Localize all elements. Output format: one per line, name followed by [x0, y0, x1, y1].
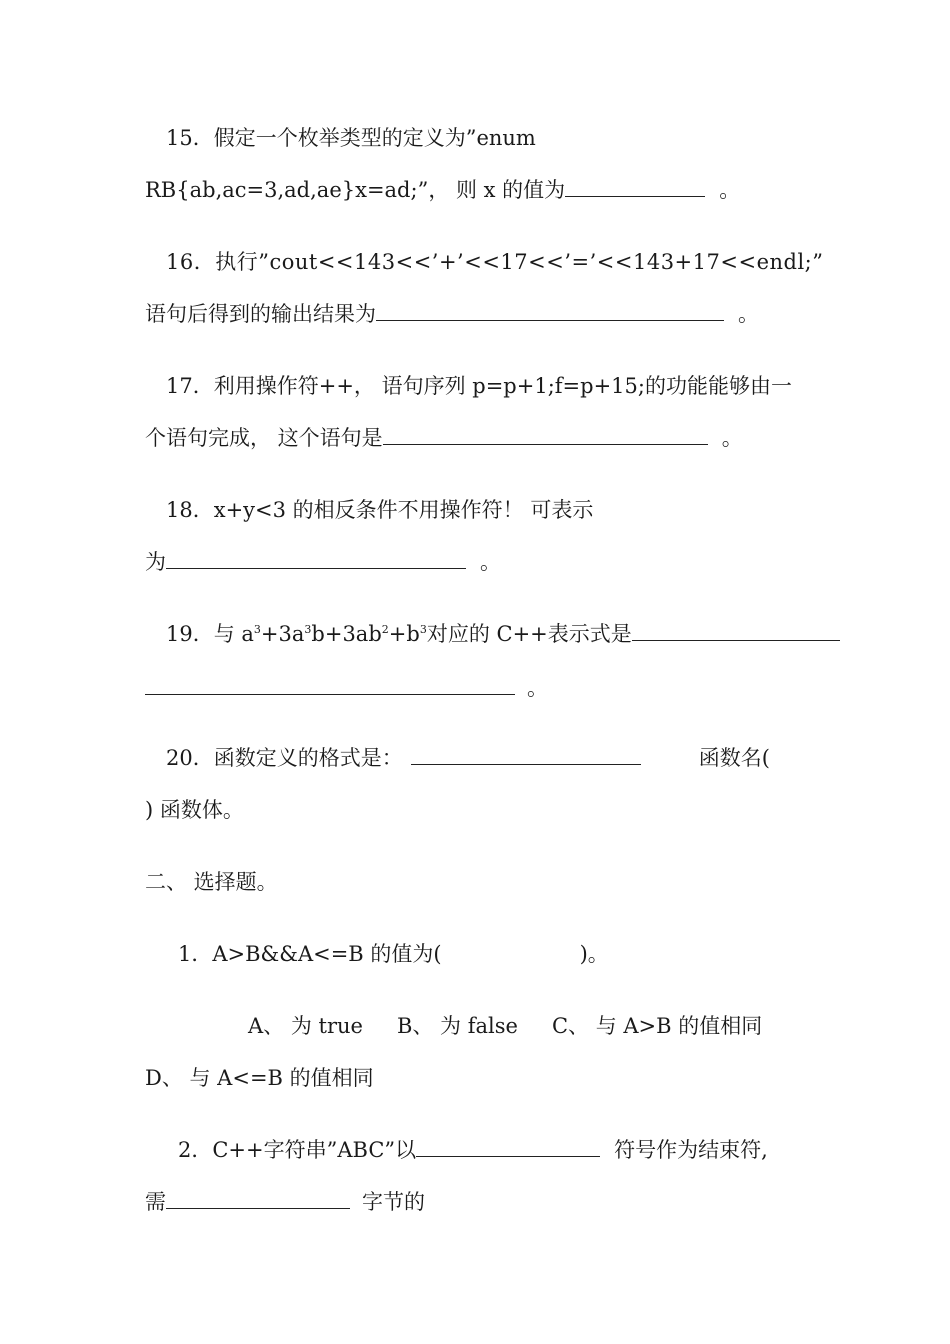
q19-p4: +b [388, 622, 420, 646]
q18-line2 [145, 547, 501, 577]
q19-answer-blank-2[interactable] [145, 676, 515, 695]
q17-line1 [166, 371, 792, 401]
q20-line1 [166, 743, 770, 773]
c2-line1 [178, 1135, 768, 1165]
section-heading [145, 867, 278, 897]
q20-text1b: 函数名( [698, 746, 770, 770]
q19-sup4: 3 [419, 623, 427, 636]
q15-text1: 15．假定一个枚举类型的定义为”enum [166, 126, 536, 150]
q15-text2: RB{ab,ac=3,ad,ae}x=ad;”， 则 x 的值为 [145, 178, 566, 202]
q18-text1: 18．x+y<3 的相反条件不用操作符！ 可表示 [166, 498, 594, 522]
q18-text2: 为 [145, 550, 166, 574]
q20-answer-blank[interactable] [411, 746, 641, 765]
q19-line2 [145, 673, 548, 703]
q19-line1 [166, 619, 840, 649]
q19-p3: b+3ab [311, 622, 382, 646]
q15-line1 [166, 123, 536, 153]
c1-stem-a: 1．A>B&&A<=B 的值为( [178, 942, 442, 966]
q19-sup2: 3 [304, 623, 312, 636]
c2-text2b: 字节的 [362, 1190, 425, 1214]
c1-option-c[interactable]: C、 与 A>B 的值相同 [551, 1014, 763, 1038]
q18-answer-blank[interactable] [166, 550, 466, 569]
c1-stem-b: )。 [579, 942, 609, 966]
q15-answer-blank[interactable] [565, 178, 705, 197]
q20-line2 [145, 795, 244, 825]
q17-end: 。 [721, 426, 743, 450]
q17-text1: 17．利用操作符++， 语句序列 p=p+1;f=p+15;的功能能够由一 [166, 374, 792, 398]
q16-text1: 16．执行”cout<<143<<’+’<<17<<’=’<<143+17<<endl;” [166, 250, 824, 274]
q19-end: 。 [527, 676, 548, 700]
q18-end: 。 [480, 550, 501, 574]
c2-answer-blank-2[interactable] [166, 1190, 350, 1209]
q20-text2: ) 函数体。 [145, 798, 244, 822]
q19-p2: +3a [260, 622, 305, 646]
q16-line1 [166, 247, 824, 277]
q16-line2 [145, 299, 759, 329]
q16-end: 。 [738, 302, 759, 326]
q19-sup3: 2 [381, 623, 389, 636]
q19-sup1: 3 [253, 623, 261, 636]
q19-suffix: 对应的 C++表示式是 [426, 622, 632, 646]
q15-end: 。 [719, 178, 741, 202]
c1-option-d-line [145, 1063, 374, 1093]
q15-line2 [145, 175, 740, 205]
c2-text1a: 2．C++字符串”ABC”以 [178, 1138, 417, 1162]
q18-line1 [166, 495, 593, 525]
q17-answer-blank[interactable] [383, 426, 708, 445]
c2-line2 [145, 1187, 425, 1217]
c1-option-b[interactable]: B、 为 false [396, 1014, 518, 1038]
section-heading-text: 二、 选择题。 [145, 870, 278, 894]
q20-text1a: 20．函数定义的格式是： [166, 746, 403, 770]
q17-text2: 个语句完成， 这个语句是 [145, 426, 383, 450]
c2-text2a: 需 [145, 1190, 166, 1214]
q19-prefix: 19．与 a [166, 622, 254, 646]
q16-answer-blank[interactable] [376, 302, 724, 321]
c1-option-a[interactable]: A、 为 true [248, 1014, 363, 1038]
c2-text1b: 符号作为结束符, [614, 1138, 768, 1162]
c1-options-line [248, 1011, 762, 1041]
q16-text2: 语句后得到的输出结果为 [145, 302, 376, 326]
q17-line2 [145, 423, 743, 453]
c1-stem [178, 939, 609, 969]
c2-answer-blank-1[interactable] [416, 1138, 600, 1157]
c1-option-d[interactable]: D、 与 A<=B 的值相同 [145, 1066, 374, 1090]
q19-answer-blank-1[interactable] [632, 622, 840, 641]
